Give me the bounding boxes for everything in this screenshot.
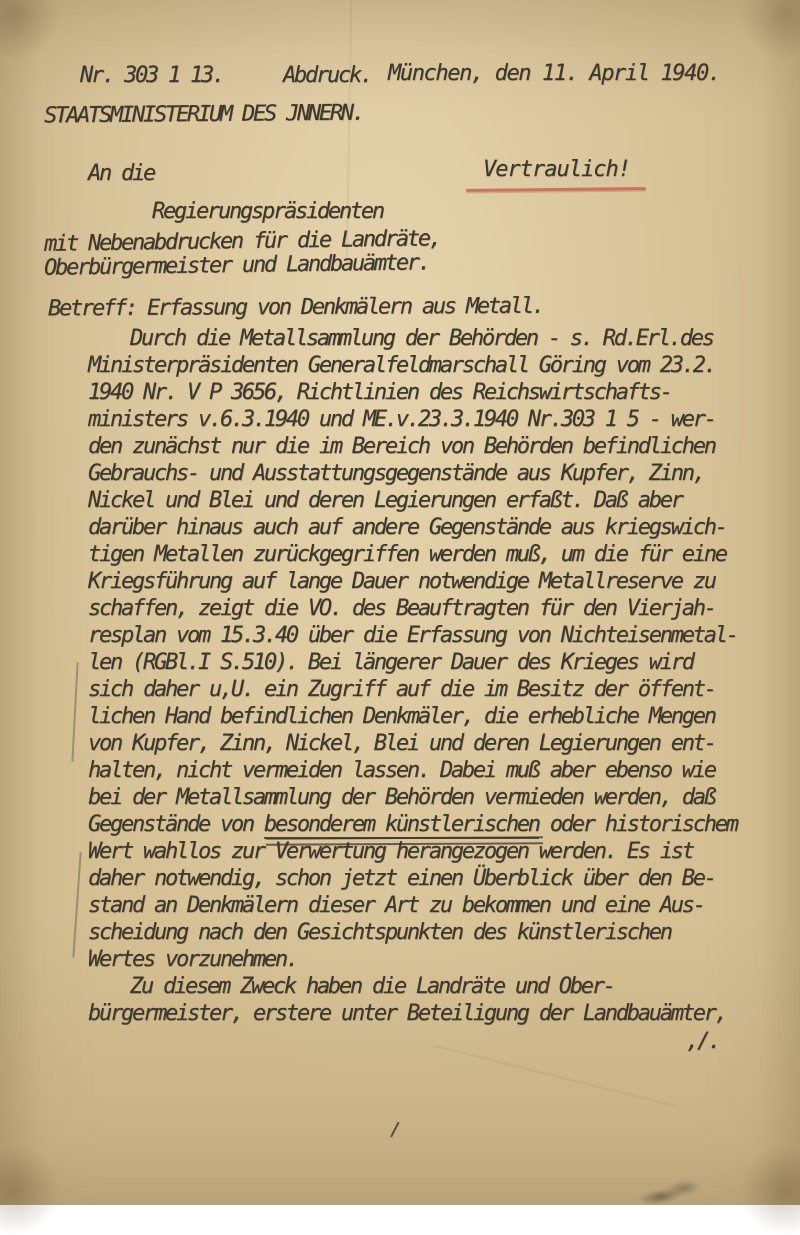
body-line: 1940 Nr. V P 3656, Richtlinien des Reichswirtschafts- bbox=[88, 380, 671, 405]
body-line: Nickel und Blei und deren Legierungen erfaßt. Daß aber bbox=[88, 488, 682, 513]
reference-number: Nr. 303 1 13. bbox=[80, 63, 223, 88]
letter-body bbox=[88, 326, 737, 1028]
body-line: Gebrauchs- und Ausstattungsgegenstände aus Kupfer, Zinn, bbox=[88, 461, 704, 486]
body-line: scheidung nach den Gesichtspunkten des künstlerischen bbox=[88, 920, 671, 945]
body-line: Kriegsführung auf lange Dauer notwendige Metallreserve zu bbox=[88, 569, 715, 594]
confidential-stamp: Vertraulich! bbox=[483, 157, 630, 182]
body-text: oder historischem bbox=[538, 812, 737, 837]
body-line: den zunächst nur die im Bereich von Behörden befindlichen bbox=[88, 434, 715, 459]
body-line bbox=[88, 812, 737, 839]
underlined-phrase: besonderem künstlerischen bbox=[263, 812, 539, 837]
body-line: ministers v.6.3.1940 und ME.v.23.3.1940 Nr.303 1 5 - wer- bbox=[88, 407, 715, 432]
body-line: Wertes vorzunehmen. bbox=[88, 947, 297, 972]
body-line: von Kupfer, Zinn, Nickel, Blei und deren Legierungen ent- bbox=[88, 731, 715, 756]
distribution-line-2: Oberbürgermeister und Landbauämter. bbox=[43, 250, 429, 281]
body-line: Ministerpräsidenten Generalfeldmarschall Göring vom 23.2. bbox=[88, 353, 715, 378]
copy-label: Abdruck. bbox=[283, 63, 371, 88]
body-line: daher notwendig, schon jetzt einen Überblick über den Be- bbox=[88, 866, 715, 891]
body-line: Wert wahllos zur Verwertung herangezogen werden. Es ist bbox=[88, 839, 693, 864]
body-line: stand an Denkmälern dieser Art zu bekommen und eine Aus- bbox=[88, 893, 704, 918]
body-line: len (RGBl.I S.510). Bei längerer Dauer des Krieges wird bbox=[88, 650, 693, 675]
place-and-date: München, den 11. April 1940. bbox=[388, 61, 720, 86]
body-line: tigen Metallen zurückgegriffen werden muß, um die für eine bbox=[88, 542, 726, 567]
body-line: lichen Hand befindlichen Denkmäler, die erhebliche Mengen bbox=[88, 704, 715, 729]
continuation-mark: ,/. bbox=[686, 1029, 719, 1054]
salutation: An die bbox=[88, 161, 154, 186]
body-line: darüber hinaus auch auf andere Gegenstände aus kriegswich- bbox=[88, 515, 726, 540]
body-line: halten, nicht vermeiden lassen. Dabei muß aber ebenso wie bbox=[88, 758, 715, 783]
body-line: sich daher u,U. ein Zugriff auf die im Besitz der öffent- bbox=[88, 677, 715, 702]
distribution-line-1: mit Nebenabdrucken für die Landräte, bbox=[43, 226, 440, 257]
body-line: Zu diesem Zweck haben die Landräte und Ober- bbox=[130, 974, 614, 999]
body-paragraph-2 bbox=[88, 974, 737, 1028]
body-line: resplan vom 15.3.40 über die Erfassung von Nichteisenmetal- bbox=[88, 623, 737, 648]
body-line: bei der Metallsammlung der Behörden vermieden werden, daß bbox=[88, 785, 715, 810]
subject-line: Betreff: Erfassung von Denkmälern aus Metall. bbox=[47, 293, 543, 322]
recipient-title: Regierungspräsidenten bbox=[152, 199, 383, 224]
body-line: Durch die Metallsammlung der Behörden - s. Rd.Erl.des bbox=[130, 326, 713, 351]
body-text: Gegenstände von bbox=[88, 812, 264, 837]
body-line: schaffen, zeigt die VO. des Beauftragten für den Vierjah- bbox=[88, 596, 715, 621]
body-line: bürgermeister, erstere unter Beteiligung der Landbauämter, bbox=[88, 1001, 726, 1026]
sender-ministry: STAATSMINISTERIUM DES JNNERN. bbox=[43, 100, 363, 129]
stray-pen-mark: / bbox=[390, 1119, 399, 1140]
body-paragraph-1 bbox=[88, 326, 737, 974]
